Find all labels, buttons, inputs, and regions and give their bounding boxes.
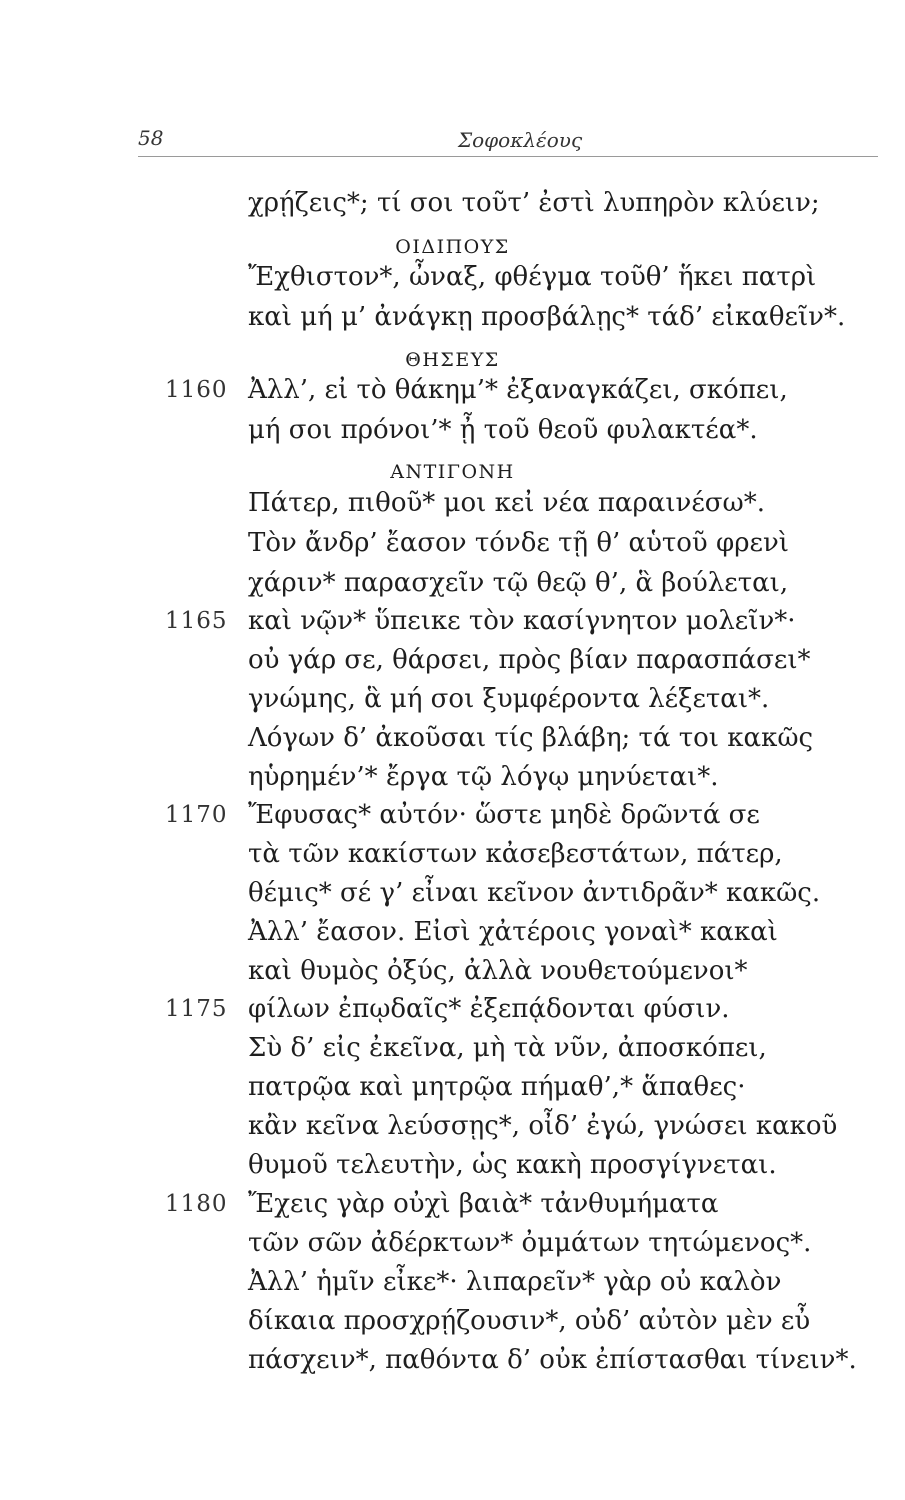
verse-line: Λόγων δ’ ἀκοῦσαι τίς βλάβη; τά τοι κακῶς [248, 723, 814, 753]
line-number: 1175 [165, 996, 228, 1022]
verse-line: πάσχειν*, παθόντα δ’ οὐκ ἐπίστασθαι τίνειν*. [248, 1345, 857, 1375]
verse-line: καὶ θυμὸς ὀξύς, ἀλλὰ νουθετούμενοι* [248, 956, 748, 986]
verse-line: Πάτερ, πιθοῦ* μοι κεἰ νέα παραινέσω*. [248, 488, 766, 518]
verse-line: καὶ νῷν* ὕπεικε τὸν κασίγνητον μολεῖν*· [248, 606, 796, 636]
page-number: 58 [138, 126, 164, 150]
verse-line: Ἔφυσας* αὐτόν· ὥστε μηδὲ δρῶντά σε [248, 800, 760, 830]
verse-line: Ἔχεις γὰρ οὐχὶ βαιὰ* τἀνθυμήματα [248, 1189, 719, 1219]
verse-line: Ἀλλ’, εἰ τὸ θάκημ’* ἐξαναγκάζει, σκόπει, [248, 375, 788, 405]
verse-line: Ἀλλ’ ἔασον. Εἰσὶ χἀτέροις γοναὶ* κακαὶ [248, 917, 778, 947]
speaker-label: ΘΗΣΕΥΣ [405, 349, 500, 371]
verse-line: Ἔχθιστον*, ὦναξ, φθέγμα τοῦθ’ ἥκει πατρὶ [248, 262, 817, 292]
speaker-label: ΟΙΔΙΠΟΥΣ [395, 236, 510, 258]
line-number: 1160 [165, 377, 228, 403]
verse-line: Τὸν ἄνδρ’ ἔασον τόνδε τῇ θ’ αὑτοῦ φρενὶ [248, 528, 789, 558]
verse-line: γνώμης, ἃ μή σοι ξυμφέροντα λέξεται*. [248, 684, 770, 714]
verse-line: τὰ τῶν κακίστων κἀσεβεστάτων, πάτερ, [248, 839, 783, 869]
running-title: Σοφοκλέους [458, 128, 583, 152]
line-number: 1170 [165, 802, 228, 828]
verse-line: κἂν κεῖνα λεύσσῃς*, οἶδ’ ἐγώ, γνώσει κακοῦ [248, 1111, 838, 1141]
header-rule [138, 156, 878, 157]
line-number: 1165 [165, 608, 228, 634]
verse-line: Ἀλλ’ ἡμῖν εἶκε*· λιπαρεῖν* γὰρ οὐ καλὸν [248, 1267, 782, 1297]
verse-line: οὐ γάρ σε, θάρσει, πρὸς βίαν παρασπάσει* [248, 645, 811, 675]
verse-line: μή σοι πρόνοι’* ᾖ τοῦ θεοῦ φυλακτέα*. [248, 415, 758, 445]
verse-line: χάριν* παρασχεῖν τῷ θεῷ θ’, ἃ βούλεται, [248, 568, 789, 598]
verse-line: Σὺ δ’ εἰς ἐκεῖνα, μὴ τὰ νῦν, ἀποσκόπει, [248, 1033, 767, 1063]
verse-line: πατρῷα καὶ μητρῷα πήμαθ’,* ἅπαθες· [248, 1072, 746, 1102]
verse-line: θέμις* σέ γ’ εἶναι κεῖνον ἀντιδρᾶν* κακῶς. [248, 878, 821, 908]
speaker-label: ΑΝΤΙΓΟΝΗ [390, 461, 515, 483]
verse-line: τῶν σῶν ἀδέρκτων* ὀμμάτων τητώμενος*. [248, 1228, 812, 1258]
verse-line: καὶ μή μ’ ἀνάγκῃ προσβάλῃς* τάδ’ εἰκαθεῖν*. [248, 302, 846, 332]
verse-line: θυμοῦ τελευτὴν, ὡς κακὴ προσγίγνεται. [248, 1150, 777, 1180]
verse-line: χρῄζεις*; τί σοι τοῦτ’ ἐστὶ λυπηρὸν κλύειν; [248, 188, 820, 218]
verse-line: ηὑρημέν’* ἔργα τῷ λόγῳ μηνύεται*. [248, 762, 719, 792]
line-number: 1180 [165, 1191, 228, 1217]
verse-line: δίκαια προσχρῄζουσιν*, οὐδ’ αὐτὸν μὲν εὖ [248, 1306, 811, 1336]
verse-line: φίλων ἐπῳδαῖς* ἐξεπᾴδονται φύσιν. [248, 994, 730, 1024]
